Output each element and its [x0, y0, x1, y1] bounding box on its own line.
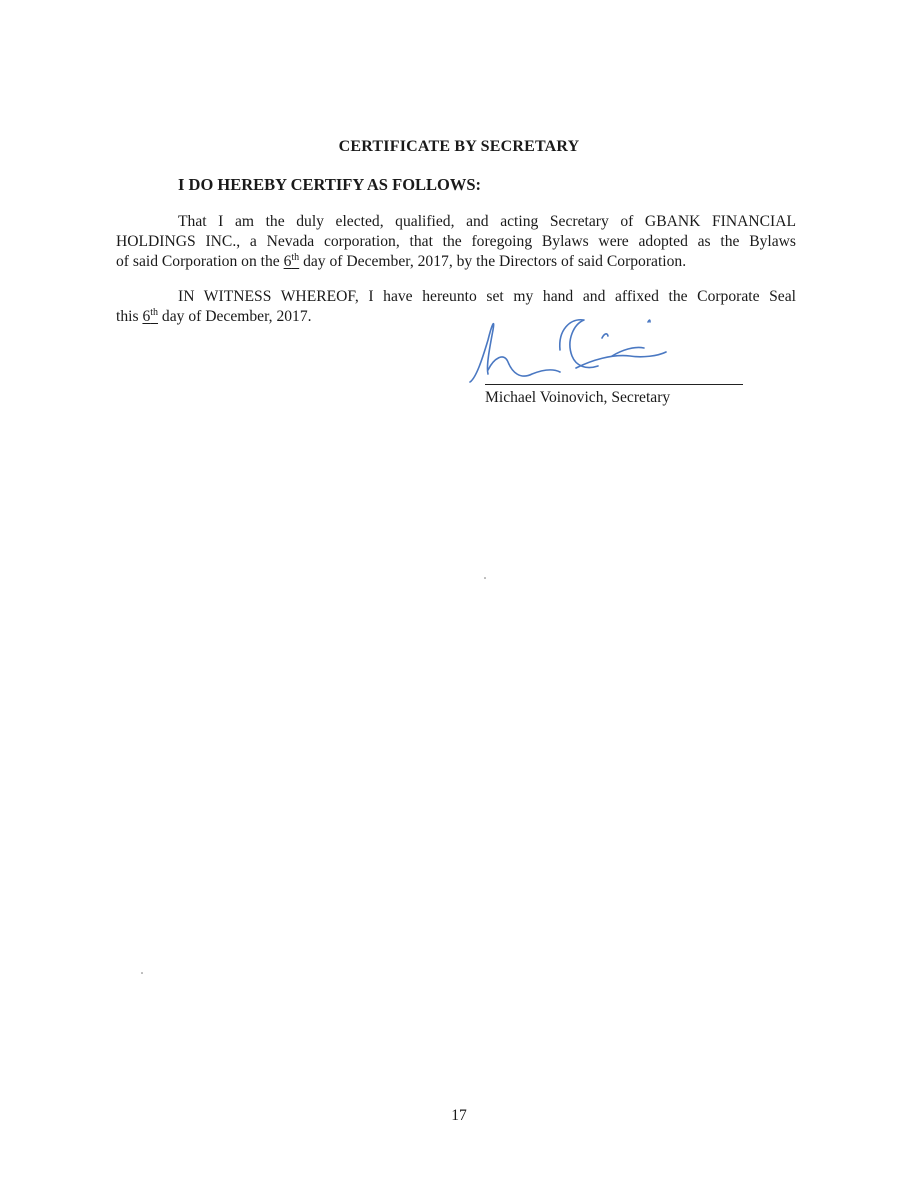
- witness-line-1: IN WITNESS WHEREOF, I have hereunto set my hand and affixed the Corporate Seal: [178, 288, 796, 305]
- certify-heading: I DO HEREBY CERTIFY AS FOLLOWS:: [178, 175, 482, 194]
- adoption-day-suffix: th: [291, 252, 300, 263]
- handwritten-signature: [462, 310, 682, 390]
- document-title: CERTIFICATE BY SECRETARY: [338, 138, 580, 155]
- signatory-name: Michael Voinovich, Secretary: [485, 389, 671, 406]
- certification-line-3-end: day of December, 2017, by the Directors of said Corporation.: [299, 253, 687, 270]
- adoption-day: [284, 253, 300, 270]
- signature-line: [485, 384, 743, 385]
- certification-paragraph: [116, 212, 796, 272]
- witness-day-number: 6: [142, 308, 151, 325]
- witness-line-2-start: this: [116, 308, 143, 325]
- witness-line-2: [116, 307, 796, 327]
- witness-day-suffix: th: [150, 307, 159, 318]
- certification-line-3: [116, 252, 796, 272]
- certification-line-3-start: of said Corporation on the: [116, 253, 284, 270]
- witness-paragraph: [116, 287, 796, 327]
- scan-speck: [141, 972, 143, 974]
- adoption-day-number: 6: [283, 253, 292, 270]
- witness-day: [142, 308, 158, 325]
- certification-line-2: HOLDINGS INC., a Nevada corporation, that the foregoing Bylaws were adopted as the Bylaws: [116, 233, 796, 250]
- page-number: 17: [451, 1107, 467, 1124]
- signature-strokes: [470, 320, 666, 382]
- witness-line-2-end: day of December, 2017.: [158, 308, 312, 325]
- scan-speck: [484, 577, 486, 579]
- certification-line-1: That I am the duly elected, qualified, and acting Secretary of GBANK FINANCIAL: [178, 213, 796, 230]
